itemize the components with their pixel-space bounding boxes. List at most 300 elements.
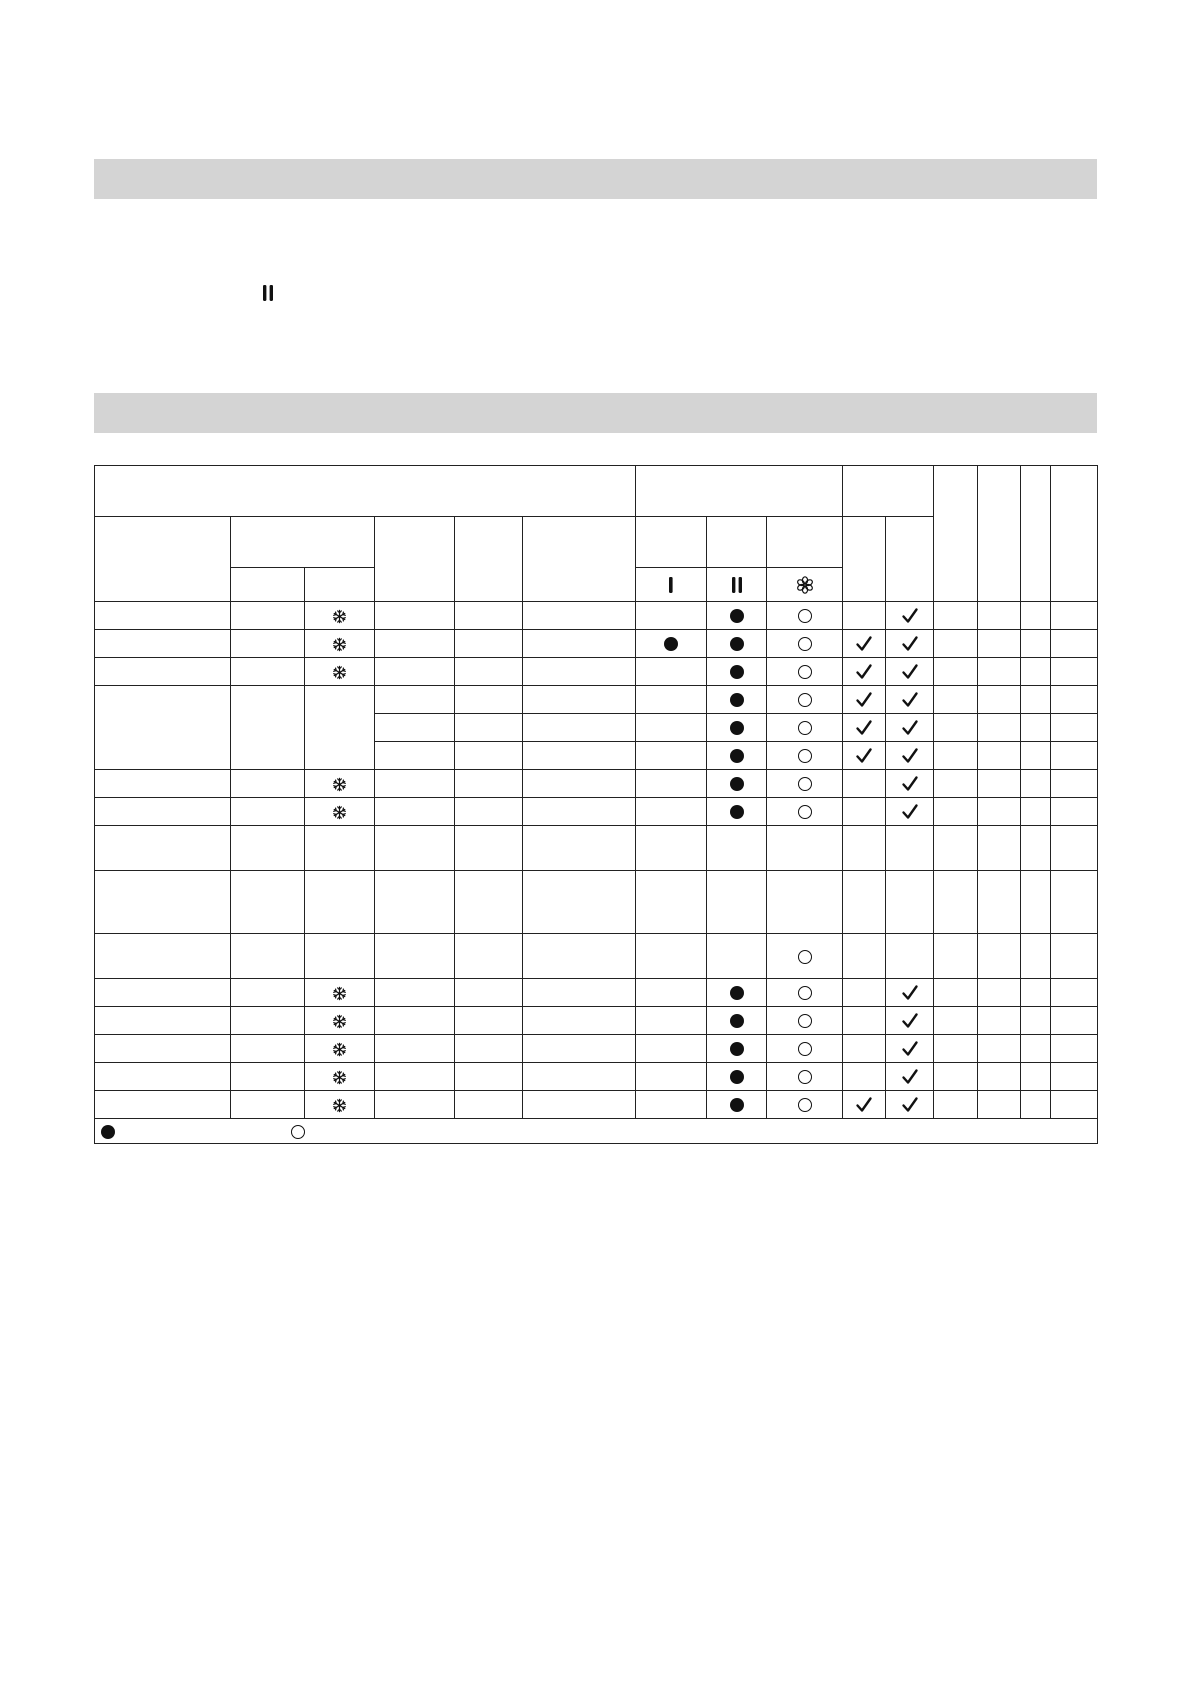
filled-circle-icon [730,777,744,791]
table-row [95,1007,1098,1035]
table-cell [767,602,843,630]
table-cell [231,979,305,1007]
header-cell [375,517,455,602]
table-cell [636,1035,707,1063]
table-cell [843,1091,886,1119]
header-cell [843,517,886,602]
table-cell [455,1007,523,1035]
table-cell [767,871,843,934]
table-cell [707,871,767,934]
header-cell [523,517,636,602]
table-cell [375,826,455,871]
check-icon [855,1096,873,1114]
filled-circle-icon [730,693,744,707]
open-circle-icon [798,749,812,763]
table-cell [95,1063,231,1091]
legend-dot-icon [101,1125,115,1139]
table-cell [978,979,1021,1007]
table-cell [934,770,978,798]
table-cell [636,714,707,742]
table-cell [886,871,934,934]
table-cell [934,742,978,770]
table-cell [707,826,767,871]
check-icon [901,1012,919,1030]
check-icon [901,1068,919,1086]
check-icon [901,1040,919,1058]
table-cell [1051,630,1098,658]
table-cell [455,742,523,770]
table-cell [231,1035,305,1063]
table-cell [767,1063,843,1091]
table-cell [95,770,231,798]
table-cell [886,826,934,871]
table-cell [636,742,707,770]
table-cell [305,770,375,798]
check-icon [901,775,919,793]
legend-ring-icon [291,1125,305,1139]
table-cell [305,1007,375,1035]
table-cell [707,714,767,742]
table-cell [978,686,1021,714]
header-cell [767,517,843,568]
table-cell [886,934,934,979]
table-cell [1021,1007,1051,1035]
table-cell [375,1063,455,1091]
table-cell [375,770,455,798]
table-cell [375,630,455,658]
table-cell [455,826,523,871]
single-bar-icon [668,576,674,594]
table-row [95,630,1098,658]
table-cell [767,1091,843,1119]
table-cell [707,686,767,714]
table-cell [886,979,934,1007]
table-cell [843,871,886,934]
table-cell [843,686,886,714]
table-cell [934,686,978,714]
table-cell [886,714,934,742]
snowflake-icon [332,609,347,624]
table-cell [455,686,523,714]
programme-table [94,465,1098,1144]
table-cell [978,798,1021,826]
open-circle-icon [798,805,812,819]
table-cell [375,742,455,770]
table-cell [636,1063,707,1091]
table-cell [767,979,843,1007]
table-cell [767,742,843,770]
table-cell [636,602,707,630]
header-cell-flower [767,568,843,602]
table-cell [886,770,934,798]
table-cell [1021,686,1051,714]
table-cell [707,630,767,658]
check-icon [901,747,919,765]
double-bar-icon [731,576,743,594]
header-cell [455,517,523,602]
table-cell [231,770,305,798]
header-cell [886,517,934,602]
table-cell [707,979,767,1007]
table-cell [767,934,843,979]
open-circle-icon [798,1098,812,1112]
check-icon [901,691,919,709]
table-cell [1021,1063,1051,1091]
table-cell [375,714,455,742]
table-cell [95,798,231,826]
table-cell [305,686,375,770]
header-cell-bar2 [707,568,767,602]
table-cell [978,1063,1021,1091]
flower-icon [795,575,815,595]
table-cell [934,602,978,630]
header-cell [95,466,636,517]
table-cell [707,934,767,979]
table-cell [1051,658,1098,686]
table-row [95,602,1098,630]
snowflake-icon [332,1098,347,1113]
table-cell [375,934,455,979]
table-legend [95,1119,1098,1144]
check-icon [901,663,919,681]
header-cell [231,568,305,602]
table-cell [886,602,934,630]
table-cell [455,1091,523,1119]
table-cell [636,979,707,1007]
table-cell [636,1007,707,1035]
header-cell-bar1 [636,568,707,602]
table-cell [886,658,934,686]
table-cell [1021,714,1051,742]
table-cell [1021,658,1051,686]
section-header-band-1 [94,159,1097,199]
table-cell [1021,979,1051,1007]
table-cell [767,826,843,871]
table-cell [1021,1091,1051,1119]
check-icon [901,803,919,821]
table-cell [978,714,1021,742]
table-cell [1051,602,1098,630]
table-cell [1021,871,1051,934]
table-cell [523,658,636,686]
open-circle-icon [798,1042,812,1056]
table-cell [95,979,231,1007]
table-cell [886,686,934,714]
header-cell [95,517,231,602]
table-cell [636,658,707,686]
table-cell [375,1091,455,1119]
check-icon [855,663,873,681]
table-cell [767,630,843,658]
table-cell [1051,1063,1098,1091]
snowflake-icon [332,637,347,652]
table-cell [1051,871,1098,934]
table-cell [978,602,1021,630]
table-cell [934,630,978,658]
table-cell [523,871,636,934]
table-row [95,871,1098,934]
table-cell [1051,934,1098,979]
table-cell [707,742,767,770]
table-cell [707,798,767,826]
table-cell [843,658,886,686]
table-cell [231,630,305,658]
table-cell [978,826,1021,871]
table-row [95,1091,1098,1119]
table-cell [1021,742,1051,770]
table-cell [1051,686,1098,714]
table-cell [523,934,636,979]
table-cell [978,1035,1021,1063]
table-cell [231,798,305,826]
table-cell [231,826,305,871]
table-cell [934,871,978,934]
table-cell [934,798,978,826]
check-icon [901,984,919,1002]
table-cell [843,714,886,742]
table-cell [305,871,375,934]
header-cell [231,517,375,568]
table-cell [305,798,375,826]
table-cell [886,798,934,826]
table-cell [523,1063,636,1091]
table-cell [455,602,523,630]
table-cell [523,1035,636,1063]
table-cell [523,630,636,658]
table-cell [636,934,707,979]
table-cell [934,1091,978,1119]
table-cell [886,1091,934,1119]
header-cell [636,517,707,568]
filled-circle-icon [730,665,744,679]
table-cell [455,934,523,979]
table-cell [523,686,636,714]
table-row [95,826,1098,871]
section-header-band-2 [94,393,1097,433]
table-cell [843,979,886,1007]
snowflake-icon [332,777,347,792]
check-icon [855,747,873,765]
table-cell [523,1091,636,1119]
table-cell [231,602,305,630]
table-cell [523,979,636,1007]
table-row [95,686,1098,714]
table-cell [707,658,767,686]
header-cell [843,466,934,517]
table-cell [95,934,231,979]
table-cell [767,658,843,686]
check-icon [901,1096,919,1114]
filled-circle-icon [730,1042,744,1056]
open-circle-icon [798,1014,812,1028]
table-row [95,1035,1098,1063]
open-circle-icon [798,665,812,679]
table-row [95,1063,1098,1091]
table-cell [707,1063,767,1091]
table-cell [305,979,375,1007]
table-cell [978,630,1021,658]
table-cell [305,826,375,871]
table-cell [707,1007,767,1035]
table-cell [523,770,636,798]
snowflake-icon [332,1070,347,1085]
table-cell [95,686,231,770]
table-cell [886,1007,934,1035]
filled-circle-icon [730,637,744,651]
table-cell [455,658,523,686]
table-cell [1051,770,1098,798]
table-cell [843,602,886,630]
table-cell [1021,630,1051,658]
header-cell [707,517,767,568]
table-cell [375,1035,455,1063]
table-row [95,798,1098,826]
table-cell [95,826,231,871]
table-cell [978,770,1021,798]
table-cell [455,770,523,798]
open-circle-icon [798,721,812,735]
check-icon [901,635,919,653]
table-cell [231,1063,305,1091]
table-cell [843,826,886,871]
table-cell [707,1091,767,1119]
table-cell [934,979,978,1007]
table-cell [455,798,523,826]
table-cell [767,770,843,798]
table-cell [767,1007,843,1035]
header-cell [978,466,1021,602]
table-cell [636,871,707,934]
table-cell [95,1035,231,1063]
filled-circle-icon [730,721,744,735]
table-cell [886,742,934,770]
table-cell [1051,798,1098,826]
filled-circle-icon [730,986,744,1000]
header-cell [636,466,843,517]
table-cell [523,602,636,630]
table-cell [523,714,636,742]
table-cell [636,770,707,798]
table-cell [843,1063,886,1091]
table-cell [843,770,886,798]
table-cell [95,602,231,630]
table-row [95,770,1098,798]
table-cell [934,1035,978,1063]
table-cell [934,826,978,871]
table-cell [636,1091,707,1119]
table-cell [1021,826,1051,871]
table-cell [231,1007,305,1035]
table-cell [375,658,455,686]
table-cell [978,742,1021,770]
table-cell [843,742,886,770]
open-circle-icon [798,950,812,964]
table-cell [1051,1035,1098,1063]
table-cell [305,602,375,630]
table-cell [934,714,978,742]
table-cell [707,770,767,798]
table-cell [707,602,767,630]
table-cell [95,630,231,658]
table-cell [707,1035,767,1063]
table-cell [978,1091,1021,1119]
table-cell [1021,798,1051,826]
table-cell [767,714,843,742]
filled-circle-icon [730,1014,744,1028]
double-bar-icon [262,284,274,302]
table-cell [843,798,886,826]
table-header [95,466,1098,602]
table-cell [1051,826,1098,871]
table-cell [978,934,1021,979]
table-row [95,934,1098,979]
table-cell [1051,1007,1098,1035]
table-cell [978,658,1021,686]
filled-circle-icon [730,1098,744,1112]
table-cell [375,871,455,934]
table-cell [375,1007,455,1035]
table-cell [1051,742,1098,770]
table-cell [767,1035,843,1063]
table-cell [523,742,636,770]
table-cell [1021,770,1051,798]
table-cell [636,686,707,714]
table-cell [767,798,843,826]
table-cell [231,934,305,979]
snowflake-icon [332,986,347,1001]
table-row [95,979,1098,1007]
table-cell [95,1007,231,1035]
table-cell [636,798,707,826]
table-cell [934,1007,978,1035]
check-icon [901,719,919,737]
table-cell [375,979,455,1007]
table-cell [934,934,978,979]
table-cell [305,630,375,658]
table-cell [305,934,375,979]
table-cell [455,979,523,1007]
table-cell [455,714,523,742]
table-cell [636,826,707,871]
table-cell [843,1007,886,1035]
table-cell [231,871,305,934]
table-cell [305,1091,375,1119]
open-circle-icon [798,986,812,1000]
table-cell [1051,714,1098,742]
table-cell [523,1007,636,1035]
open-circle-icon [798,637,812,651]
open-circle-icon [798,693,812,707]
check-icon [901,607,919,625]
table-cell [375,798,455,826]
open-circle-icon [798,609,812,623]
table-cell [305,658,375,686]
check-icon [855,635,873,653]
table-cell [231,686,305,770]
snowflake-icon [332,1042,347,1057]
header-cell [1021,466,1051,602]
table-cell [934,1063,978,1091]
table-cell [95,1091,231,1119]
table-cell [1021,602,1051,630]
table-cell [978,1007,1021,1035]
snowflake-icon [332,1014,347,1029]
filled-circle-icon [730,805,744,819]
table-cell [636,630,707,658]
table-cell [886,1063,934,1091]
table-cell [375,602,455,630]
table-cell [1021,934,1051,979]
